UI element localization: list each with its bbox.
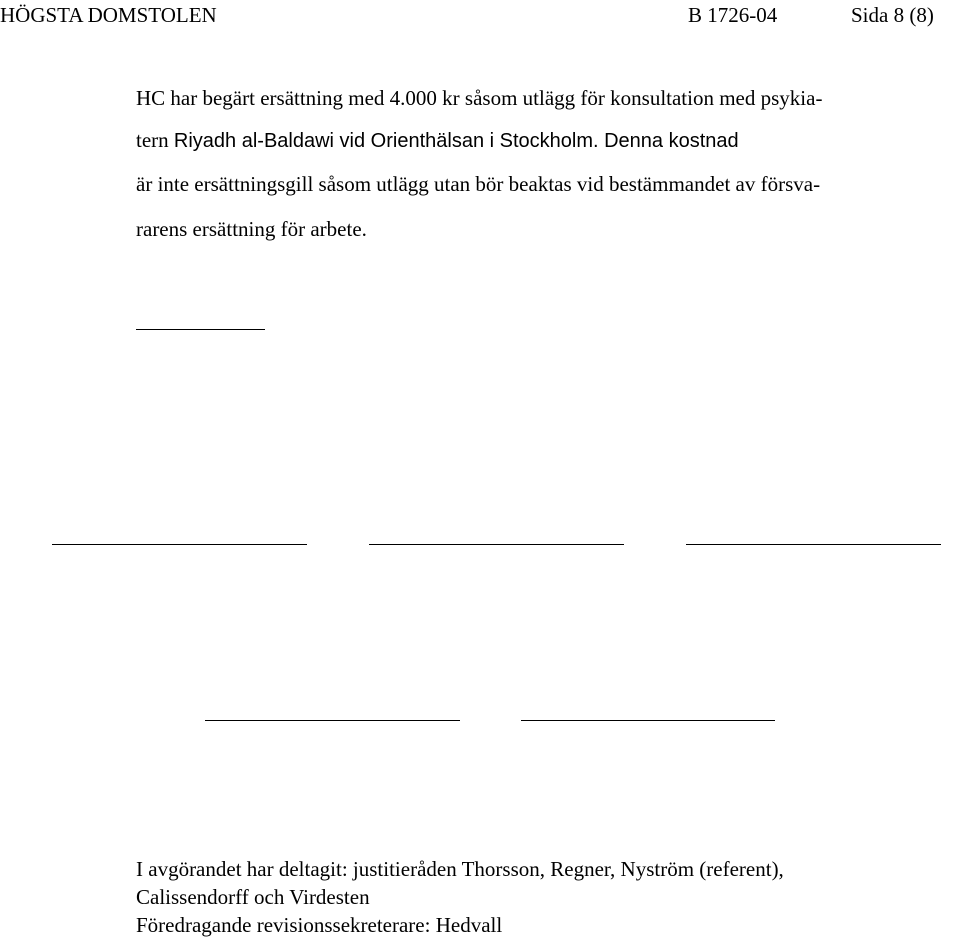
court-name: HÖGSTA DOMSTOLEN: [0, 3, 217, 27]
participants-line-1: I avgörandet har deltagit: justitieråden Thorsson, Regner, Nyström (referent),: [136, 857, 784, 881]
rapporteur-line: Föredragande revisionssekreterare: Hedvall: [136, 913, 503, 937]
signature-line-4: [205, 720, 460, 721]
signature-line-2: [369, 544, 624, 545]
body-line-2-start: tern: [136, 128, 169, 152]
case-number: B 1726-04: [688, 3, 778, 27]
signature-line-5: [521, 720, 775, 721]
body-line-3: är inte ersättningsgill såsom utlägg utan bör beaktas vid bestämmandet av försva-: [136, 172, 821, 196]
signature-line-1: [52, 544, 307, 545]
body-line-2-rest: Riyadh al-Baldawi vid Orienthälsan i Stockholm. Denna kostnad: [173, 130, 739, 152]
separator-rule: [136, 329, 265, 330]
page-number: Sida 8 (8): [851, 3, 934, 27]
participants-line-2: Calissendorff och Virdesten: [136, 885, 370, 909]
body-line-2: [136, 128, 739, 153]
body-line-4: rarens ersättning för arbete.: [136, 217, 367, 241]
body-line-1: HC har begärt ersättning med 4.000 kr såsom utlägg för konsultation med psykia-: [136, 86, 823, 110]
signature-line-3: [686, 544, 941, 545]
